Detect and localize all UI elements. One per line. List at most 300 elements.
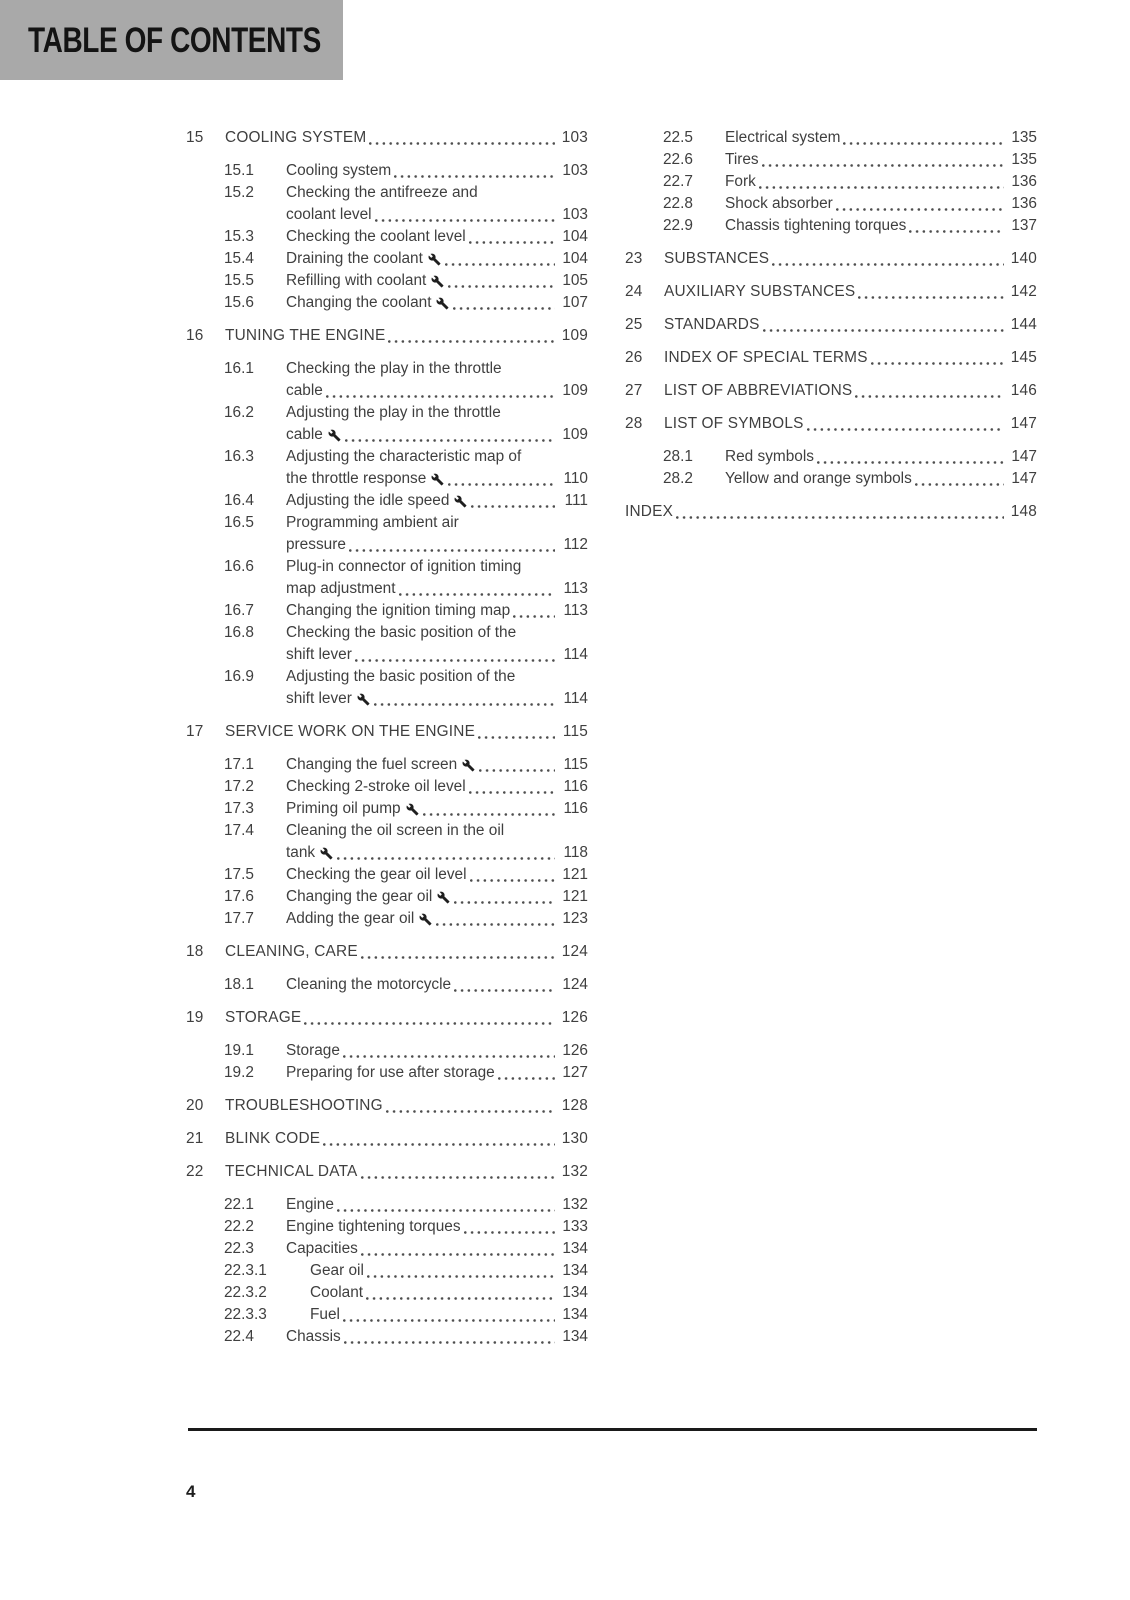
toc-entry-line bbox=[664, 281, 1037, 303]
toc-entry-content bbox=[286, 1216, 588, 1238]
toc-entry-title: CLEANING, CARE bbox=[225, 943, 358, 960]
dotted-leader bbox=[394, 175, 555, 178]
toc-entry-row bbox=[186, 182, 588, 226]
toc-entry-title: Coolant bbox=[310, 1284, 364, 1301]
toc-entry-number: 25 bbox=[625, 316, 643, 333]
toc-page-number: 123 bbox=[562, 910, 588, 927]
toc-entry-number: 19 bbox=[186, 1009, 204, 1026]
toc-entry-title: INDEX OF SPECIAL TERMS bbox=[664, 349, 868, 366]
toc-entry-line bbox=[286, 1062, 588, 1084]
toc-entry-line bbox=[286, 666, 588, 688]
toc-entry-title: Cleaning the oil screen in the oil bbox=[286, 822, 505, 839]
toc-entry-title: Preparing for use after storage bbox=[286, 1064, 495, 1081]
toc-entry-row bbox=[186, 160, 588, 182]
toc-entry-content bbox=[286, 556, 588, 600]
wrench-icon bbox=[320, 847, 333, 860]
toc-entry-row bbox=[625, 149, 1037, 171]
dotted-leader bbox=[513, 615, 555, 618]
toc-entry-number: 17.4 bbox=[224, 822, 254, 839]
toc-entry-title: STORAGE bbox=[225, 1009, 302, 1026]
toc-entry-row bbox=[186, 600, 588, 622]
toc-entry-title: Yellow and orange symbols bbox=[725, 470, 912, 487]
toc-entry-row bbox=[186, 974, 588, 996]
toc-page-number: 142 bbox=[1010, 283, 1037, 300]
toc-entry-number: 28.2 bbox=[663, 470, 693, 487]
toc-entry-number: 18.1 bbox=[224, 976, 254, 993]
toc-entry-line bbox=[286, 490, 588, 512]
toc-entry-title: Fork bbox=[725, 173, 756, 190]
toc-entry-title: shift lever bbox=[286, 690, 352, 707]
toc-entry-line bbox=[286, 1216, 588, 1238]
toc-entry-title: Engine bbox=[286, 1196, 334, 1213]
toc-entry-number: 17.6 bbox=[224, 888, 254, 905]
toc-entry-row bbox=[186, 1040, 588, 1062]
toc-entry-title: Capacities bbox=[286, 1240, 358, 1257]
toc-entry-number: 16.6 bbox=[224, 558, 254, 575]
toc-entry-title: STANDARDS bbox=[664, 316, 760, 333]
dotted-leader bbox=[355, 659, 555, 662]
toc-entry-title: Checking the gear oil level bbox=[286, 866, 467, 883]
toc-entry-content bbox=[725, 171, 1037, 193]
toc-entry-content bbox=[225, 1007, 588, 1029]
toc-entry-content bbox=[286, 1326, 588, 1348]
toc-entry-title: Shock absorber bbox=[725, 195, 833, 212]
dotted-leader bbox=[386, 1110, 555, 1113]
toc-entry-content bbox=[286, 248, 588, 270]
toc-page-number: 121 bbox=[562, 888, 588, 905]
dotted-leader bbox=[436, 923, 555, 926]
dotted-leader bbox=[762, 164, 1004, 167]
toc-page-number: 105 bbox=[562, 272, 588, 289]
toc-page-number: 113 bbox=[563, 602, 588, 619]
toc-page-number: 109 bbox=[562, 426, 588, 443]
toc-entry-line bbox=[286, 754, 588, 776]
toc-entry-line bbox=[286, 402, 588, 424]
dotted-leader bbox=[909, 230, 1004, 233]
toc-entry-title: Priming oil pump bbox=[286, 800, 401, 817]
toc-entry-line bbox=[286, 292, 588, 314]
toc-entry-content bbox=[725, 127, 1037, 149]
toc-entry-line bbox=[725, 171, 1037, 193]
toc-entry-content bbox=[286, 160, 588, 182]
toc-entry-line bbox=[286, 886, 588, 908]
toc-entry-line bbox=[310, 1282, 588, 1304]
toc-entry-number: 22.6 bbox=[663, 151, 693, 168]
toc-entry-title: coolant level bbox=[286, 206, 372, 223]
toc-entry-line bbox=[725, 468, 1037, 490]
toc-chapter-row bbox=[186, 1161, 588, 1183]
toc-entry-row bbox=[186, 490, 588, 512]
toc-entry-number: 15.3 bbox=[224, 228, 254, 245]
toc-entry-row bbox=[186, 864, 588, 886]
toc-entry-line bbox=[286, 842, 588, 864]
toc-entry-title: BLINK CODE bbox=[225, 1130, 321, 1147]
toc-entry-title: AUXILIARY SUBSTANCES bbox=[664, 283, 856, 300]
toc-entry-line bbox=[725, 446, 1037, 468]
toc-entry-line bbox=[225, 1095, 588, 1117]
toc-entry-content bbox=[286, 512, 588, 556]
toc-entry-line bbox=[286, 688, 588, 710]
dotted-leader bbox=[304, 1022, 555, 1025]
toc-entry-content bbox=[286, 622, 588, 666]
toc-entry-content bbox=[625, 501, 1037, 523]
toc-entry-row bbox=[186, 1282, 588, 1304]
toc-chapter-row bbox=[186, 1128, 588, 1150]
toc-entry-content bbox=[664, 347, 1037, 369]
toc-entry-content bbox=[286, 1062, 588, 1084]
dotted-leader bbox=[345, 439, 555, 442]
toc-entry-line bbox=[286, 622, 588, 644]
dotted-leader bbox=[915, 483, 1004, 486]
toc-entry-number: 16.5 bbox=[224, 514, 254, 531]
toc-page-number: 145 bbox=[1010, 349, 1037, 366]
toc-entry-row bbox=[186, 1194, 588, 1216]
toc-page-number: 124 bbox=[561, 943, 588, 960]
dotted-leader bbox=[326, 395, 555, 398]
toc-page-number: 121 bbox=[562, 866, 588, 883]
toc-entry-number: 18 bbox=[186, 943, 204, 960]
toc-entry-number: 15.4 bbox=[224, 250, 254, 267]
toc-entry-content bbox=[286, 490, 588, 512]
toc-entry-number: 16.3 bbox=[224, 448, 254, 465]
toc-entry-number: 23 bbox=[625, 250, 643, 267]
toc-page-number: 132 bbox=[562, 1196, 588, 1213]
toc-entry-content bbox=[286, 358, 588, 402]
toc-page-number: 107 bbox=[562, 294, 588, 311]
toc-entry-number: 16.4 bbox=[224, 492, 254, 509]
toc-entry-line bbox=[286, 644, 588, 666]
toc-entry-number: 22.7 bbox=[663, 173, 693, 190]
toc-entry-number: 16.1 bbox=[224, 360, 254, 377]
toc-entry-number: 16.9 bbox=[224, 668, 254, 685]
toc-chapter-row bbox=[625, 281, 1037, 303]
toc-entry-title: COOLING SYSTEM bbox=[225, 129, 367, 146]
dotted-leader bbox=[772, 263, 1004, 266]
toc-page-number: 109 bbox=[561, 327, 588, 344]
toc-entry-row bbox=[186, 1062, 588, 1084]
toc-entry-line bbox=[664, 248, 1037, 270]
toc-entry-line bbox=[664, 413, 1037, 435]
toc-entry-content bbox=[725, 215, 1037, 237]
dotted-leader bbox=[498, 1077, 555, 1080]
toc-entry-row bbox=[186, 886, 588, 908]
toc-entry-content bbox=[286, 908, 588, 930]
footer-rule bbox=[188, 1428, 1037, 1431]
wrench-icon bbox=[406, 803, 419, 816]
dotted-leader bbox=[817, 461, 1004, 464]
toc-entry-title: pressure bbox=[286, 536, 346, 553]
toc-entry-number: 22.3 bbox=[224, 1240, 254, 1257]
toc-entry-title: Engine tightening torques bbox=[286, 1218, 461, 1235]
table-of-contents bbox=[186, 127, 1037, 1348]
toc-entry-number: 17.5 bbox=[224, 866, 254, 883]
toc-entry-title: Changing the gear oil bbox=[286, 888, 433, 905]
toc-entry-content bbox=[286, 1040, 588, 1062]
toc-entry-row bbox=[625, 193, 1037, 215]
toc-entry-line bbox=[225, 127, 588, 149]
toc-page-number: 109 bbox=[562, 382, 588, 399]
toc-entry-content bbox=[310, 1260, 588, 1282]
toc-entry-content bbox=[225, 721, 588, 743]
toc-entry-row bbox=[186, 1304, 588, 1326]
toc-entry-line bbox=[286, 226, 588, 248]
toc-entry-line bbox=[286, 600, 588, 622]
toc-entry-content bbox=[725, 446, 1037, 468]
dotted-leader bbox=[843, 142, 1004, 145]
toc-entry-number: 15.2 bbox=[224, 184, 254, 201]
toc-entry-content bbox=[286, 226, 588, 248]
toc-entry-title: Adjusting the characteristic map of bbox=[286, 448, 522, 465]
toc-entry-number: 19.2 bbox=[224, 1064, 254, 1081]
toc-entry-title: Tires bbox=[725, 151, 759, 168]
dotted-leader bbox=[453, 307, 555, 310]
toc-page-number: 103 bbox=[562, 162, 588, 179]
toc-entry-number: 27 bbox=[625, 382, 643, 399]
toc-entry-number: 26 bbox=[625, 349, 643, 366]
toc-entry-title: Checking the basic position of the bbox=[286, 624, 517, 641]
toc-entry-title: SERVICE WORK ON THE ENGINE bbox=[225, 723, 476, 740]
toc-entry-row bbox=[186, 1260, 588, 1282]
toc-entry-line bbox=[286, 1238, 588, 1260]
toc-entry-title: Red symbols bbox=[725, 448, 814, 465]
toc-entry-row bbox=[625, 215, 1037, 237]
dotted-leader bbox=[361, 1176, 556, 1179]
toc-page-number: 135 bbox=[1011, 129, 1037, 146]
toc-page-number: 147 bbox=[1011, 448, 1037, 465]
toc-entry-number: 16.7 bbox=[224, 602, 254, 619]
toc-entry-title: Checking the play in the throttle bbox=[286, 360, 502, 377]
toc-entry-title: Adjusting the play in the throttle bbox=[286, 404, 501, 421]
toc-entry-number: 21 bbox=[186, 1130, 204, 1147]
toc-entry-title: Checking the antifreeze and bbox=[286, 184, 478, 201]
toc-page-number: 146 bbox=[1010, 382, 1037, 399]
toc-page-number: 148 bbox=[1010, 503, 1037, 520]
toc-entry-line bbox=[664, 347, 1037, 369]
toc-entry-row bbox=[625, 171, 1037, 193]
toc-chapter-row bbox=[625, 248, 1037, 270]
toc-entry-line bbox=[725, 149, 1037, 171]
toc-entry-number: 19.1 bbox=[224, 1042, 254, 1059]
toc-entry-title: Changing the coolant bbox=[286, 294, 432, 311]
toc-entry-line bbox=[310, 1304, 588, 1326]
toc-entry-title: Adjusting the idle speed bbox=[286, 492, 450, 509]
toc-entry-line bbox=[225, 721, 588, 743]
dotted-leader bbox=[361, 956, 555, 959]
toc-entry-content bbox=[286, 1194, 588, 1216]
toc-entry-line bbox=[225, 1128, 588, 1150]
toc-entry-row bbox=[186, 1216, 588, 1238]
dotted-leader bbox=[464, 1231, 555, 1234]
toc-page-number: 126 bbox=[562, 1042, 588, 1059]
toc-entry-content bbox=[225, 1128, 588, 1150]
toc-entry-number: 15.1 bbox=[224, 162, 254, 179]
toc-chapter-row bbox=[625, 380, 1037, 402]
toc-entry-number: 22.2 bbox=[224, 1218, 254, 1235]
toc-page-number: 144 bbox=[1010, 316, 1037, 333]
toc-entry-title: Checking 2-stroke oil level bbox=[286, 778, 466, 795]
toc-entry-title: TUNING THE ENGINE bbox=[225, 327, 386, 344]
toc-page-number: 115 bbox=[562, 723, 588, 740]
dotted-leader bbox=[399, 593, 555, 596]
toc-entry-title: Changing the fuel screen bbox=[286, 756, 458, 773]
toc-entry-line bbox=[725, 193, 1037, 215]
toc-entry-number: 22.8 bbox=[663, 195, 693, 212]
toc-chapter-row bbox=[186, 127, 588, 149]
toc-chapter-row bbox=[625, 347, 1037, 369]
toc-entry-title: Gear oil bbox=[310, 1262, 364, 1279]
dotted-leader bbox=[375, 219, 555, 222]
toc-page-number: 118 bbox=[563, 844, 588, 861]
toc-entry-content bbox=[664, 380, 1037, 402]
toc-entry-content bbox=[664, 281, 1037, 303]
dotted-leader bbox=[759, 186, 1004, 189]
toc-entry-line bbox=[286, 974, 588, 996]
toc-entry-row bbox=[186, 666, 588, 710]
dotted-leader bbox=[470, 879, 555, 882]
toc-entry-content bbox=[310, 1282, 588, 1304]
toc-page-number: 124 bbox=[562, 976, 588, 993]
toc-page-number: 147 bbox=[1010, 415, 1037, 432]
toc-entry-title: Fuel bbox=[310, 1306, 340, 1323]
dotted-leader bbox=[374, 703, 555, 706]
toc-column-left bbox=[186, 127, 588, 1348]
toc-page-number: 116 bbox=[563, 800, 588, 817]
toc-entry-title: Storage bbox=[286, 1042, 340, 1059]
dotted-leader bbox=[349, 549, 555, 552]
dotted-leader bbox=[479, 769, 555, 772]
toc-entry-row bbox=[186, 622, 588, 666]
toc-entry-line bbox=[225, 941, 588, 963]
wrench-icon bbox=[428, 253, 441, 266]
toc-entry-content bbox=[286, 600, 588, 622]
dotted-leader bbox=[423, 813, 555, 816]
toc-entry-number: 24 bbox=[625, 283, 643, 300]
toc-entry-row bbox=[186, 512, 588, 556]
toc-page-number: 104 bbox=[562, 228, 588, 245]
toc-entry-title: map adjustment bbox=[286, 580, 396, 597]
toc-entry-line bbox=[286, 908, 588, 930]
toc-entry-row bbox=[186, 292, 588, 314]
toc-entry-line bbox=[625, 501, 1037, 523]
toc-entry-number: 22.3.2 bbox=[224, 1284, 267, 1301]
toc-entry-title: the throttle response bbox=[286, 470, 427, 487]
toc-entry-number: 28 bbox=[625, 415, 643, 432]
toc-page-number: 114 bbox=[563, 690, 588, 707]
toc-page-number: 134 bbox=[562, 1306, 588, 1323]
toc-entry-content bbox=[225, 325, 588, 347]
toc-entry-number: 28.1 bbox=[663, 448, 693, 465]
toc-page-number: 116 bbox=[563, 778, 588, 795]
toc-page-number: 130 bbox=[561, 1130, 588, 1147]
toc-entry-row bbox=[186, 402, 588, 446]
wrench-icon bbox=[357, 693, 370, 706]
toc-entry-row bbox=[186, 820, 588, 864]
dotted-leader bbox=[366, 1297, 555, 1300]
toc-entry-row bbox=[186, 446, 588, 490]
toc-page-number: 104 bbox=[562, 250, 588, 267]
toc-entry-number: 16.8 bbox=[224, 624, 254, 641]
toc-entry-content bbox=[225, 941, 588, 963]
toc-entry-line bbox=[286, 1194, 588, 1216]
toc-page-number: 147 bbox=[1011, 470, 1037, 487]
toc-entry-title: Adding the gear oil bbox=[286, 910, 415, 927]
dotted-leader bbox=[337, 1209, 555, 1212]
toc-entry-title: tank bbox=[286, 844, 316, 861]
toc-entry-line bbox=[286, 468, 588, 490]
toc-page-number: 110 bbox=[563, 470, 588, 487]
footer-page-number: 4 bbox=[186, 1482, 196, 1501]
page-title: TABLE OF CONTENTS bbox=[28, 21, 321, 60]
toc-entry-number: 17 bbox=[186, 723, 204, 740]
dotted-leader bbox=[448, 285, 555, 288]
toc-entry-line bbox=[286, 424, 588, 446]
toc-entry-row bbox=[625, 446, 1037, 468]
toc-entry-title: shift lever bbox=[286, 646, 352, 663]
dotted-leader bbox=[388, 340, 555, 343]
toc-entry-content bbox=[225, 1161, 588, 1183]
toc-entry-line bbox=[286, 380, 588, 402]
toc-entry-number: 16 bbox=[186, 327, 204, 344]
toc-entry-line bbox=[664, 380, 1037, 402]
toc-entry-number: 22.1 bbox=[224, 1196, 254, 1213]
toc-entry-line bbox=[664, 314, 1037, 336]
dotted-leader bbox=[858, 296, 1004, 299]
toc-chapter-row bbox=[625, 501, 1037, 523]
toc-entry-line bbox=[225, 325, 588, 347]
toc-page-number: 136 bbox=[1011, 195, 1037, 212]
toc-entry-row bbox=[186, 776, 588, 798]
toc-entry-content bbox=[664, 413, 1037, 435]
toc-entry-title: Plug-in connector of ignition timing bbox=[286, 558, 522, 575]
toc-entry-row bbox=[186, 754, 588, 776]
dotted-leader bbox=[344, 1341, 555, 1344]
toc-entry-content bbox=[286, 864, 588, 886]
toc-page-number: 103 bbox=[562, 206, 588, 223]
toc-entry-number: 22.3.1 bbox=[224, 1262, 267, 1279]
toc-entry-title: SUBSTANCES bbox=[664, 250, 770, 267]
toc-page-number: 114 bbox=[563, 646, 588, 663]
toc-entry-title: Changing the ignition timing map bbox=[286, 602, 511, 619]
dotted-leader bbox=[469, 791, 555, 794]
dotted-leader bbox=[343, 1055, 555, 1058]
toc-entry-content bbox=[286, 776, 588, 798]
toc-entry-content bbox=[286, 270, 588, 292]
dotted-leader bbox=[343, 1319, 555, 1322]
toc-chapter-row bbox=[625, 413, 1037, 435]
toc-entry-row bbox=[186, 1238, 588, 1260]
toc-entry-line bbox=[286, 160, 588, 182]
toc-entry-title: cable bbox=[286, 382, 323, 399]
toc-entry-content bbox=[725, 468, 1037, 490]
toc-entry-row bbox=[186, 798, 588, 820]
toc-chapter-row bbox=[625, 314, 1037, 336]
toc-entry-content bbox=[664, 248, 1037, 270]
toc-entry-row bbox=[625, 127, 1037, 149]
toc-page-number: 133 bbox=[562, 1218, 588, 1235]
toc-entry-row bbox=[186, 270, 588, 292]
wrench-icon bbox=[462, 759, 475, 772]
toc-entry-title: Refilling with coolant bbox=[286, 272, 427, 289]
toc-entry-content bbox=[286, 292, 588, 314]
toc-entry-line bbox=[286, 798, 588, 820]
dotted-leader bbox=[836, 208, 1004, 211]
toc-entry-number: 22.3.3 bbox=[224, 1306, 267, 1323]
toc-entry-number: 17.7 bbox=[224, 910, 254, 927]
dotted-leader bbox=[367, 1275, 555, 1278]
dotted-leader bbox=[361, 1253, 555, 1256]
toc-entry-line bbox=[286, 1326, 588, 1348]
toc-chapter-row bbox=[186, 941, 588, 963]
